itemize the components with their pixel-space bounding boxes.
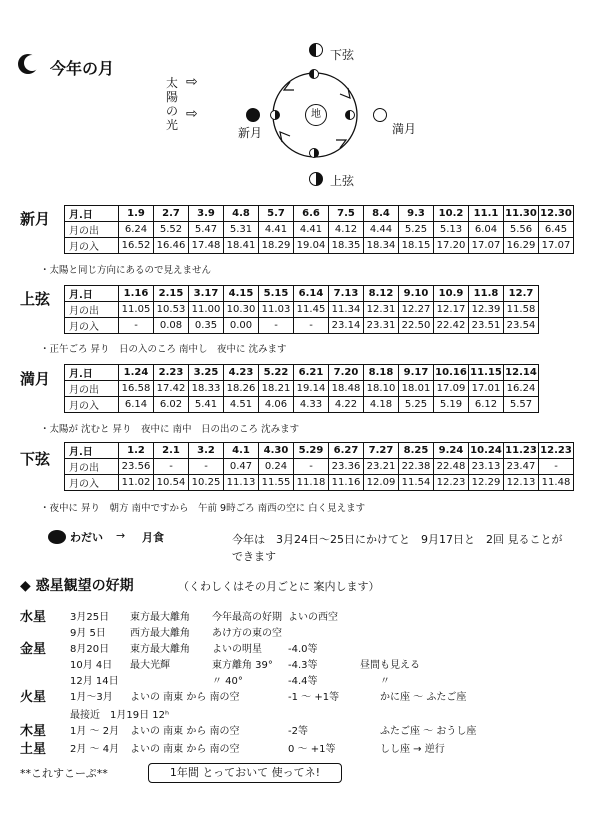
table-cell: 17.48 xyxy=(189,238,224,254)
phase-label-new: 新月 xyxy=(238,126,263,140)
table-header-cell: 2.7 xyxy=(154,206,189,222)
table-header-cell: 11.8 xyxy=(469,286,504,302)
planet-row-cell: 10月 4日 xyxy=(70,660,113,671)
table-header-cell: 10.9 xyxy=(434,286,469,302)
table-header-cell: 3.25 xyxy=(189,365,224,381)
table-row xyxy=(65,397,539,413)
table-cell: 18.10 xyxy=(364,381,399,397)
table-cell: 6.04 xyxy=(469,222,504,238)
section-label: 下弦 xyxy=(20,450,51,468)
row-label: 月の入 xyxy=(65,318,119,334)
planet-row-cell: 最接近 1月19日 12ʰ xyxy=(70,710,170,721)
table-cell: 5.13 xyxy=(434,222,469,238)
planet-row-cell: よいの明星 xyxy=(212,644,262,655)
moon-table xyxy=(64,364,539,413)
table-cell: 10.53 xyxy=(154,302,189,318)
table-header-cell: 5.7 xyxy=(259,206,294,222)
planet-row-cell: 〃 xyxy=(380,676,390,687)
table-header-cell: 1.9 xyxy=(119,206,154,222)
planet-row-cell: 1月 〜 2月 xyxy=(70,726,120,737)
table-header-cell: 5.22 xyxy=(259,365,294,381)
row-label: 月の出 xyxy=(65,302,119,318)
table-header-cell: 4.30 xyxy=(259,443,294,459)
table-cell: 4.44 xyxy=(364,222,399,238)
table-cell: 18.34 xyxy=(364,238,399,254)
table-header-cell: 7.5 xyxy=(329,206,364,222)
table-cell: 12.17 xyxy=(434,302,469,318)
table-header-cell: 5.15 xyxy=(259,286,294,302)
moon-table xyxy=(64,285,539,334)
table-cell: - xyxy=(259,318,294,334)
table-cell: 18.33 xyxy=(189,381,224,397)
page-title: 今年の月 xyxy=(50,59,115,78)
table-cell: 18.29 xyxy=(259,238,294,254)
eclipse-text-2: できます xyxy=(232,550,276,563)
table-cell: 18.35 xyxy=(329,238,364,254)
table-cell: - xyxy=(189,459,224,475)
table-cell: 22.42 xyxy=(434,318,469,334)
planet-row-cell: -1 〜 +1等 xyxy=(288,692,340,703)
table-cell: 10.54 xyxy=(154,475,189,491)
table-cell: 12.09 xyxy=(364,475,399,491)
table-cell: 16.58 xyxy=(119,381,154,397)
planet-row-cell: -2等 xyxy=(288,726,308,737)
table-cell: 17.07 xyxy=(539,238,574,254)
table-header-cell: 12.30 xyxy=(539,206,574,222)
section-label: 新月 xyxy=(20,210,51,228)
table-header-cell: 8.12 xyxy=(364,286,399,302)
table-header-cell: 11.1 xyxy=(469,206,504,222)
table-cell: 22.38 xyxy=(399,459,434,475)
table-cell: 17.01 xyxy=(469,381,504,397)
table-cell: 23.31 xyxy=(364,318,399,334)
eclipse-topic: 月食 xyxy=(142,531,164,544)
planet-row-cell: 西方最大離角 xyxy=(130,628,190,639)
table-cell: 11.54 xyxy=(399,475,434,491)
row-label: 月の入 xyxy=(65,475,119,491)
table-cell: 18.15 xyxy=(399,238,434,254)
table-header-cell: 月.日 xyxy=(65,365,119,381)
arrow-right-icon: ⇨ xyxy=(186,74,198,90)
planet-row-cell: かに座 〜 ふたご座 xyxy=(380,692,467,703)
footer-note-box xyxy=(148,763,342,783)
moon-table xyxy=(64,442,574,491)
planet-row-cell: しし座 → 逆行 xyxy=(380,744,445,755)
table-cell: 17.07 xyxy=(469,238,504,254)
table-cell: 6.02 xyxy=(154,397,189,413)
eclipse-text: 今年は 3月24日〜25日にかけてと 9月17日と 2回 見ることが xyxy=(232,533,563,546)
table-cell: 11.18 xyxy=(294,475,329,491)
planet-row-cell: よいの 南東 から 南の空 xyxy=(130,692,240,703)
table-cell: 4.41 xyxy=(259,222,294,238)
eclipse-arrow: → xyxy=(116,529,126,542)
arrow-right-icon: ⇨ xyxy=(186,106,198,122)
table-cell: 12.29 xyxy=(469,475,504,491)
table-cell: 17.42 xyxy=(154,381,189,397)
table-header-cell: 8.25 xyxy=(399,443,434,459)
table-header-cell: 8.18 xyxy=(364,365,399,381)
table-header-cell: 1.24 xyxy=(119,365,154,381)
last-quarter-moon-icon xyxy=(309,43,323,57)
table-cell: 16.46 xyxy=(154,238,189,254)
table-cell: 4.33 xyxy=(294,397,329,413)
planet-row-cell: 2月 〜 4月 xyxy=(70,744,120,755)
table-cell: 18.01 xyxy=(399,381,434,397)
table-header-cell: 9.17 xyxy=(399,365,434,381)
planet-row-cell: 1月〜3月 xyxy=(70,692,113,703)
table-header-cell: 12.7 xyxy=(504,286,539,302)
table-header-cell: 月.日 xyxy=(65,286,119,302)
table-row xyxy=(65,302,539,318)
table-cell: 22.50 xyxy=(399,318,434,334)
table-header-cell: 12.23 xyxy=(539,443,574,459)
planet-row-cell: あけ方の東の空 xyxy=(212,628,282,639)
table-cell: 4.41 xyxy=(294,222,329,238)
planet-row-cell: よいの西空 xyxy=(288,612,338,623)
planet-row-cell: 8月20日 xyxy=(70,644,110,655)
planet-row-cell: 0 〜 +1等 xyxy=(288,744,336,755)
table-cell: - xyxy=(119,318,154,334)
table-cell: 5.52 xyxy=(154,222,189,238)
planet-section-subtitle: （くわしくはその月ごとに 案内します） xyxy=(178,580,380,593)
planet-name: 木星 xyxy=(20,724,47,739)
table-cell: 0.24 xyxy=(259,459,294,475)
table-header-row xyxy=(65,286,539,302)
planet-name: 水星 xyxy=(20,610,47,625)
row-label: 月の出 xyxy=(65,381,119,397)
table-cell: 16.52 xyxy=(119,238,154,254)
table-cell: 12.13 xyxy=(504,475,539,491)
planet-section-title: ◆ 惑星観望の好期 xyxy=(20,578,134,594)
table-cell: 23.56 xyxy=(119,459,154,475)
planet-row-cell: -4.0等 xyxy=(288,644,318,655)
table-row xyxy=(65,459,574,475)
table-header-cell: 1.2 xyxy=(119,443,154,459)
table-cell: 5.57 xyxy=(504,397,539,413)
table-header-cell: 11.30 xyxy=(504,206,539,222)
eclipse-icon xyxy=(48,530,66,544)
table-cell: 11.05 xyxy=(119,302,154,318)
table-cell: 23.36 xyxy=(329,459,364,475)
planet-row-cell: よいの 南東 から 南の空 xyxy=(130,744,240,755)
table-cell: 11.45 xyxy=(294,302,329,318)
table-header-cell: 5.29 xyxy=(294,443,329,459)
table-cell: 10.30 xyxy=(224,302,259,318)
table-cell: 23.21 xyxy=(364,459,399,475)
table-cell: 5.41 xyxy=(189,397,224,413)
table-cell: 11.03 xyxy=(259,302,294,318)
table-cell: 11.13 xyxy=(224,475,259,491)
table-cell: 18.26 xyxy=(224,381,259,397)
table-cell: 5.25 xyxy=(399,222,434,238)
eclipse-label: わだい xyxy=(70,531,103,544)
row-label: 月の入 xyxy=(65,397,119,413)
planet-row-cell: よいの 南東 から 南の空 xyxy=(130,726,240,737)
table-cell: 18.48 xyxy=(329,381,364,397)
table-cell: 12.23 xyxy=(434,475,469,491)
table-cell: 19.14 xyxy=(294,381,329,397)
table-header-cell: 7.20 xyxy=(329,365,364,381)
table-cell: 11.16 xyxy=(329,475,364,491)
table-header-cell: 9.24 xyxy=(434,443,469,459)
row-label: 月の出 xyxy=(65,222,119,238)
table-row xyxy=(65,318,539,334)
table-cell: 6.24 xyxy=(119,222,154,238)
table-header-cell: 月.日 xyxy=(65,443,119,459)
row-label: 月の入 xyxy=(65,238,119,254)
table-cell: 6.45 xyxy=(539,222,574,238)
table-header-cell: 6.21 xyxy=(294,365,329,381)
table-header-cell: 1.16 xyxy=(119,286,154,302)
table-header-cell: 11.23 xyxy=(504,443,539,459)
first-quarter-moon-icon xyxy=(309,172,323,186)
table-cell: 16.24 xyxy=(504,381,539,397)
table-cell: - xyxy=(294,459,329,475)
table-cell: 4.18 xyxy=(364,397,399,413)
table-cell: 0.35 xyxy=(189,318,224,334)
planet-row-cell: -4.3等 xyxy=(288,660,318,671)
planet-name: 火星 xyxy=(20,690,47,705)
table-cell: 23.47 xyxy=(504,459,539,475)
table-cell: 0.00 xyxy=(224,318,259,334)
table-cell: 11.55 xyxy=(259,475,294,491)
table-cell: 0.47 xyxy=(224,459,259,475)
table-row xyxy=(65,238,574,254)
table-cell: 4.12 xyxy=(329,222,364,238)
table-header-cell: 8.4 xyxy=(364,206,399,222)
table-cell: 11.00 xyxy=(189,302,224,318)
section-label: 上弦 xyxy=(20,290,51,308)
table-header-cell: 4.1 xyxy=(224,443,259,459)
table-cell: - xyxy=(154,459,189,475)
table-note: ・夜中に 昇り 朝方 南中ですから 午前 9時ごろ 南西の空に 白く見えます xyxy=(40,503,366,514)
table-cell: 5.25 xyxy=(399,397,434,413)
table-header-cell: 月.日 xyxy=(65,206,119,222)
table-cell: 17.09 xyxy=(434,381,469,397)
planet-row-cell: 最大光輝 xyxy=(130,660,170,671)
table-cell: 23.13 xyxy=(469,459,504,475)
table-cell: 11.48 xyxy=(539,475,574,491)
planet-name: 土星 xyxy=(20,742,47,757)
table-cell: 17.20 xyxy=(434,238,469,254)
inner-moon-icon xyxy=(270,110,280,120)
inner-moon-icon xyxy=(345,110,355,120)
table-cell: 0.08 xyxy=(154,318,189,334)
table-header-cell: 11.15 xyxy=(469,365,504,381)
table-cell: 4.51 xyxy=(224,397,259,413)
table-header-cell: 10.2 xyxy=(434,206,469,222)
section-label: 満月 xyxy=(20,370,51,388)
table-cell: 19.04 xyxy=(294,238,329,254)
table-header-cell: 4.23 xyxy=(224,365,259,381)
table-cell: 11.34 xyxy=(329,302,364,318)
planet-row-cell: 〃 40° xyxy=(212,676,243,687)
table-cell: 4.06 xyxy=(259,397,294,413)
planet-row-cell: -4.4等 xyxy=(288,676,318,687)
table-cell: 12.27 xyxy=(399,302,434,318)
footer-signature: **これすこーぷ** xyxy=(20,767,108,780)
sunlight-text: 太陽の光 xyxy=(165,76,178,132)
planet-row-cell: 9月 5日 xyxy=(70,628,106,639)
table-header-cell: 4.15 xyxy=(224,286,259,302)
inner-moon-icon xyxy=(309,148,319,158)
table-header-cell: 12.14 xyxy=(504,365,539,381)
table-note: ・正午ごろ 昇り 日の入のころ 南中し 夜中に 沈みます xyxy=(40,344,287,355)
table-note: ・太陽と同じ方向にあるので見えません xyxy=(40,265,212,276)
table-cell: 11.58 xyxy=(504,302,539,318)
table-cell: - xyxy=(539,459,574,475)
planet-row-cell: 東方最大離角 xyxy=(130,644,190,655)
table-cell: 6.14 xyxy=(119,397,154,413)
inner-moon-icon xyxy=(309,69,319,79)
earth-icon: 地 xyxy=(305,104,327,126)
table-cell: 5.19 xyxy=(434,397,469,413)
planet-row-cell: 今年最高の好期 xyxy=(212,612,282,623)
table-cell: 10.25 xyxy=(189,475,224,491)
table-cell: 18.41 xyxy=(224,238,259,254)
table-header-cell: 2.15 xyxy=(154,286,189,302)
sunlight-label xyxy=(165,76,179,132)
table-cell: 6.12 xyxy=(469,397,504,413)
phase-label-last: 下弦 xyxy=(330,48,355,62)
table-header-cell: 4.8 xyxy=(224,206,259,222)
crescent-icon xyxy=(18,54,38,74)
table-header-cell: 2.1 xyxy=(154,443,189,459)
planet-name: 金星 xyxy=(20,642,47,657)
moon-table xyxy=(64,205,574,254)
table-row xyxy=(65,381,539,397)
table-cell: 5.47 xyxy=(189,222,224,238)
table-header-row xyxy=(65,443,574,459)
planet-row-cell: ふたご座 〜 おうし座 xyxy=(380,726,477,737)
table-row xyxy=(65,222,574,238)
table-header-cell: 6.27 xyxy=(329,443,364,459)
table-header-cell: 9.10 xyxy=(399,286,434,302)
table-cell: 11.02 xyxy=(119,475,154,491)
table-header-cell: 10.24 xyxy=(469,443,504,459)
table-cell: 12.31 xyxy=(364,302,399,318)
table-header-cell: 9.3 xyxy=(399,206,434,222)
table-header-cell: 2.23 xyxy=(154,365,189,381)
table-cell: 22.48 xyxy=(434,459,469,475)
planet-row-cell: 12月 14日 xyxy=(70,676,119,687)
full-moon-icon xyxy=(373,108,387,122)
table-cell: 18.21 xyxy=(259,381,294,397)
table-header-row xyxy=(65,365,539,381)
table-header-row xyxy=(65,206,574,222)
table-header-cell: 7.13 xyxy=(329,286,364,302)
table-header-cell: 6.6 xyxy=(294,206,329,222)
table-cell: 5.31 xyxy=(224,222,259,238)
table-header-cell: 3.2 xyxy=(189,443,224,459)
table-cell: 23.54 xyxy=(504,318,539,334)
table-note: ・太陽が 沈むと 昇り 夜中に 南中 日の出のころ 沈みます xyxy=(40,424,300,435)
table-row xyxy=(65,475,574,491)
table-cell: - xyxy=(294,318,329,334)
table-header-cell: 3.9 xyxy=(189,206,224,222)
planet-row-cell: 東方離角 39° xyxy=(212,660,273,671)
planet-row-cell: 昼間も見える xyxy=(360,660,420,671)
table-cell: 5.56 xyxy=(504,222,539,238)
phase-label-first: 上弦 xyxy=(330,174,355,188)
footer-note: 1年間 とっておいて 使ってネ! xyxy=(169,766,321,779)
table-header-cell: 6.14 xyxy=(294,286,329,302)
table-cell: 4.22 xyxy=(329,397,364,413)
table-header-cell: 7.27 xyxy=(364,443,399,459)
new-moon-icon xyxy=(246,108,260,122)
planet-row-cell: 東方最大離角 xyxy=(130,612,190,623)
row-label: 月の出 xyxy=(65,459,119,475)
table-cell: 23.51 xyxy=(469,318,504,334)
table-header-cell: 10.16 xyxy=(434,365,469,381)
planet-row-cell: 3月25日 xyxy=(70,612,110,623)
table-cell: 12.39 xyxy=(469,302,504,318)
phase-label-full: 満月 xyxy=(392,122,417,136)
table-header-cell: 3.17 xyxy=(189,286,224,302)
table-cell: 23.14 xyxy=(329,318,364,334)
table-cell: 16.29 xyxy=(504,238,539,254)
